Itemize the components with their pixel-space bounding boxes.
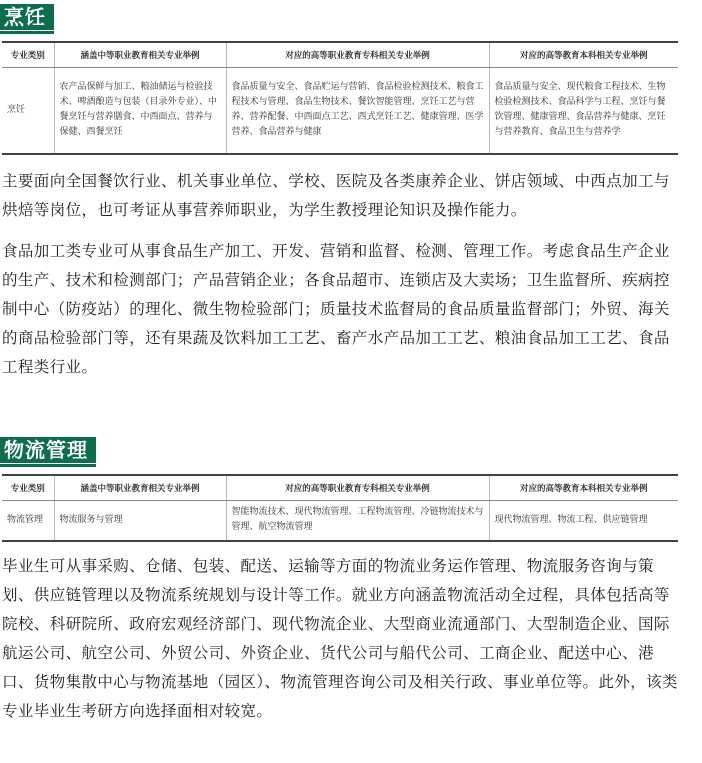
header-undergraduate: 对应的高等教育本科相关专业举例 [489,475,678,501]
cell-secondary: 物流服务与管理 [54,501,226,541]
cell-secondary: 农产品保鲜与加工、粮油储运与检验技术、啤酒酿造与包装（目录外专业）、中餐烹饪与营养膳食、中西面点、营养与保健、西餐烹饪 [54,68,226,154]
cell-vocational: 智能物流技术、现代物流管理、工程物流管理、冷链物流技术与管理、航空物流管理 [226,501,489,541]
paragraph-cooking-career: 主要面向全国餐饮行业、机关事业单位、学校、医院及各类康养企业、饼店领域、中西点加工与烘焙等岗位，也可考证从事营养师职业，为学生教授理论知识及操作能力。 [2,172,670,219]
table-row [2,501,678,541]
section-title-logistics: 物流管理 [0,437,96,463]
header-undergraduate: 对应的高等教育本科相关专业举例 [489,42,678,68]
table-header-row [2,475,678,501]
cell-vocational: 食品质量与安全、食品贮运与营销、食品检验检测技术、粮食工程技术与管理、食品生物技术、餐饮智能管理、烹饪工艺与营养、营养配餐、中西面点工艺、西式烹饪工艺、健康管理、医学营养、食品营养与健康 [226,68,489,154]
majors-table-cooking [2,41,678,155]
majors-table-logistics [2,474,678,542]
section-title-cooking: 烹饪 [0,4,54,30]
cell-category: 物流管理 [2,501,54,541]
cell-undergraduate: 现代物流管理、物流工程、供应链管理 [489,501,678,541]
paragraph-food-processing: 食品加工类专业可从事食品生产加工、开发、营销和监督、检测、管理工作。考虑食品生产企业的生产、技术和检测部门；产品营销企业；各食品超市、连锁店及大卖场；卫生监督所、疾病控制中心（防疫站）的理化、微生物检验部门；质量技术监督局的食品质量监督部门；外贸、海关的商品检验部门等，还有果蔬及饮料加工工艺、畜产水产品加工工艺、粮油食品加工工艺、食品工程类行业。 [2,242,670,376]
header-category: 专业类别 [2,475,54,501]
table-header-row [2,42,678,68]
header-secondary: 涵盖中等职业教育相关专业举例 [54,475,226,501]
header-secondary: 涵盖中等职业教育相关专业举例 [54,42,226,68]
cell-category: 烹饪 [2,68,54,154]
paragraph-logistics-career: 毕业生可从事采购、仓储、包装、配送、运输等方面的物流业务运作管理、物流服务咨询与策划、供应链管理以及物流系统规划与设计等工作。就业方向涵盖物流活动全过程，具体包括高等院校、科研院所、政府宏观经济部门、现代物流企业、大型商业流通部门、大型制造企业、国际航运公司、航空公司、外贸公司、外资企业、货代公司与船代公司、工商企业、配送中心、港口、货物集散中心与物流基地（园区）、物流管理咨询公司及相关行政、事业单位等。此外，该类专业毕业生考研方向选择面相对较宽。 [2,557,678,720]
table-row [2,68,678,154]
cell-undergraduate: 食品质量与安全、现代粮食工程技术、生物检验检测技术、食品科学与工程、烹饪与餐饮管理、健康管理、食品营养与健康、烹饪与营养教育、食品卫生与营养学 [489,68,678,154]
header-category: 专业类别 [2,42,54,68]
header-vocational: 对应的高等职业教育专科相关专业举例 [226,475,489,501]
header-vocational: 对应的高等职业教育专科相关专业举例 [226,42,489,68]
